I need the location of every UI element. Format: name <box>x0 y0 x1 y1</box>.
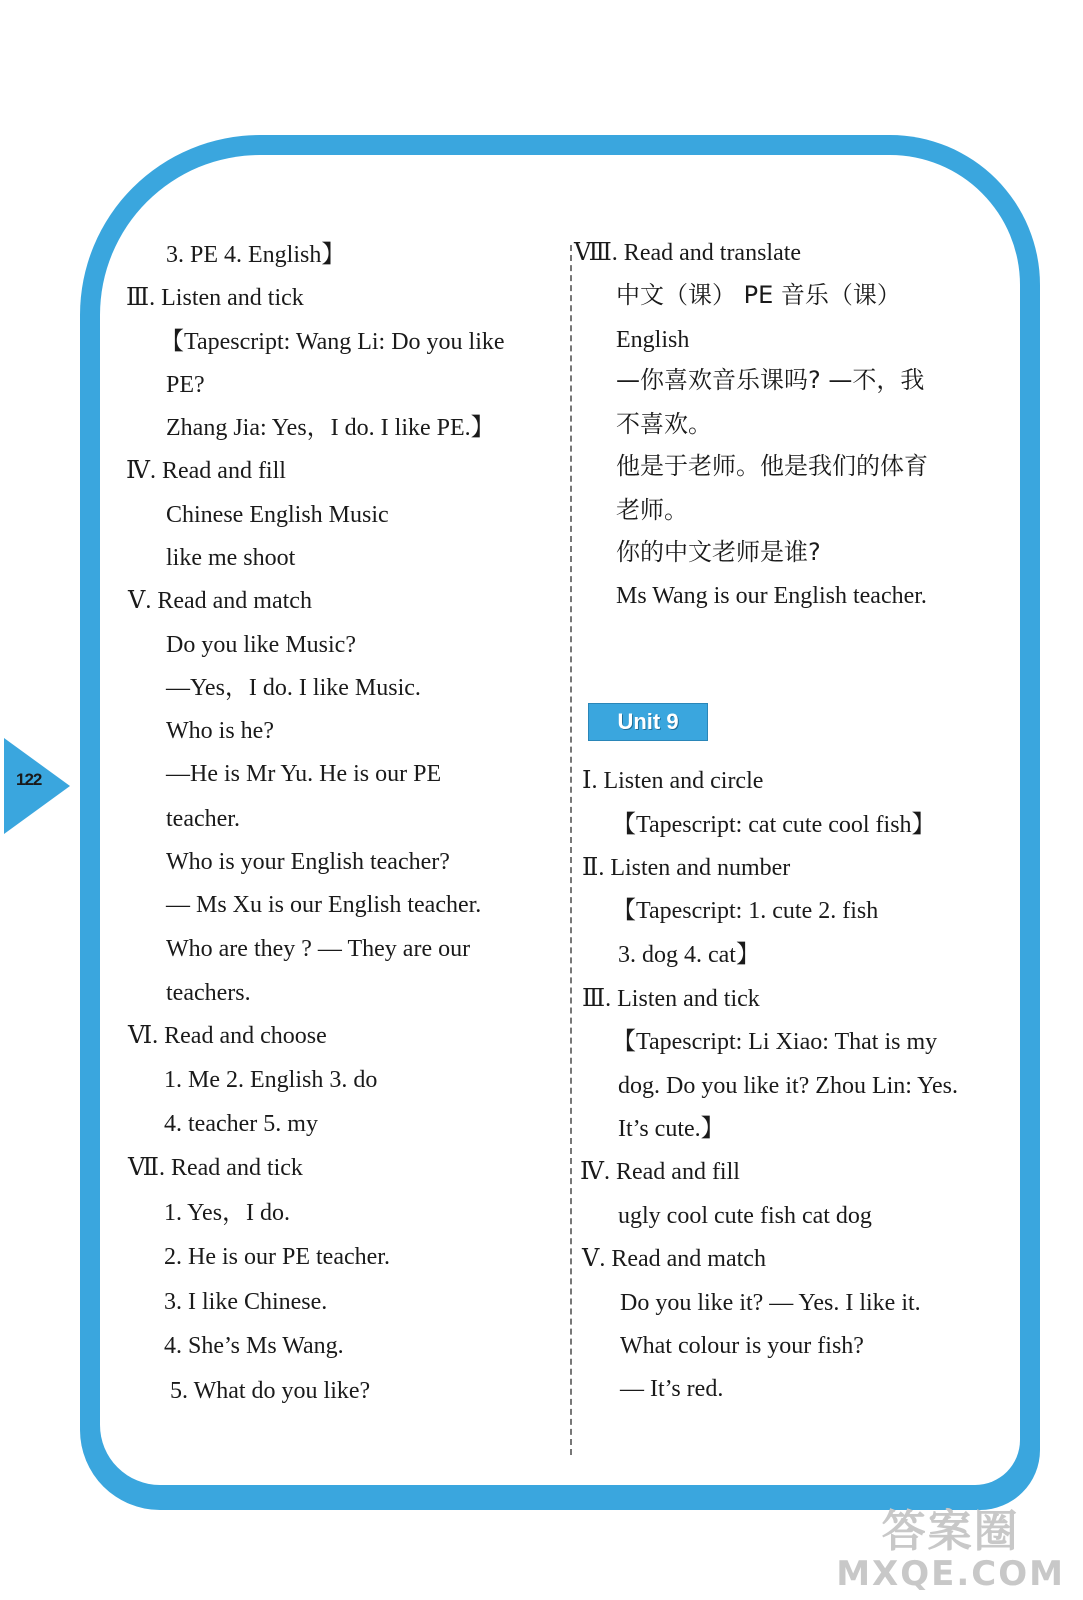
answer-line: 4. She’s Ms Wang. <box>164 1333 344 1359</box>
answer-line: 2. He is our PE teacher. <box>164 1244 390 1270</box>
tapescript-line: 3. dog 4. cat】 <box>618 942 760 968</box>
answer-line: —Yes，I do. I like Music. <box>166 675 421 701</box>
answer-line: 4. teacher 5. my <box>164 1111 318 1137</box>
section-heading: Ⅱ. Listen and number <box>582 855 791 881</box>
tapescript-line: 【Tapescript: Li Xiao: That is my <box>612 1029 938 1055</box>
answer-line: teacher. <box>166 806 240 832</box>
section-heading: Ⅴ. Read and match <box>128 588 312 614</box>
answer-line: Do you like it? — Yes. I like it. <box>620 1290 921 1316</box>
section-heading: Ⅳ. Read and fill <box>580 1159 740 1185</box>
answer-line: Do you like Music? <box>166 632 356 658</box>
page-number: 122 <box>16 770 42 789</box>
answer-line: 1. Me 2. English 3. do <box>164 1067 378 1093</box>
tapescript-line: 【Tapescript: cat cute cool fish】 <box>612 812 936 838</box>
tapescript-line: 【Tapescript: 1. cute 2. fish <box>612 898 879 924</box>
section-heading: Ⅷ. Read and translate <box>574 240 802 266</box>
watermark-logo-text: 答案圈 <box>881 1506 1020 1557</box>
answer-line: Who is he? <box>166 718 274 744</box>
answer-line: —你喜欢音乐课吗? —不，我 <box>616 366 925 394</box>
answer-line: Ms Wang is our English teacher. <box>616 583 927 609</box>
tapescript-line: PE? <box>166 372 205 398</box>
section-heading: Ⅰ. Listen and circle <box>582 768 764 794</box>
answer-line: like me shoot <box>166 545 296 571</box>
tapescript-line: It’s cute.】 <box>618 1116 725 1142</box>
answer-line: Who are they ? — They are our <box>166 936 471 962</box>
section-heading: Ⅳ. Read and fill <box>126 458 286 484</box>
answer-line: ugly cool cute fish cat dog <box>618 1203 872 1229</box>
answer-line: 他是于老师。他是我们的体育 <box>616 452 928 480</box>
section-heading: Ⅲ. Listen and tick <box>126 285 304 311</box>
section-heading: Ⅶ. Read and tick <box>128 1155 303 1181</box>
answer-line: 不喜欢。 <box>616 410 712 438</box>
section-heading: Ⅵ. Read and choose <box>128 1023 327 1049</box>
answer-line: 3. PE 4. English】 <box>166 242 346 268</box>
column-divider <box>570 245 572 1455</box>
section-heading: Ⅴ. Read and match <box>582 1246 766 1272</box>
answer-line: 老师。 <box>616 496 688 524</box>
tapescript-line: dog. Do you like it? Zhou Lin: Yes. <box>618 1073 958 1099</box>
unit-badge: Unit 9 <box>588 703 708 741</box>
answer-line: —He is Mr Yu. He is our PE <box>166 761 442 787</box>
answer-line: What colour is your fish? <box>620 1333 864 1359</box>
answer-line: — It’s red. <box>620 1376 724 1402</box>
tapescript-line: Zhang Jia: Yes，I do. I like PE.】 <box>166 415 495 441</box>
watermark-url: MXQE.COM <box>836 1554 1065 1594</box>
answer-line: 5. What do you like? <box>170 1378 371 1404</box>
answer-line: 你的中文老师是谁? <box>616 538 821 566</box>
answer-line: Who is your English teacher? <box>166 849 450 875</box>
answer-line: 3. I like Chinese. <box>164 1289 328 1315</box>
answer-line: Chinese English Music <box>166 502 389 528</box>
tapescript-line: 【Tapescript: Wang Li: Do you like <box>160 329 505 355</box>
answer-line: — Ms Xu is our English teacher. <box>166 892 482 918</box>
answer-line: 1. Yes，I do. <box>164 1200 291 1226</box>
answer-line: English <box>616 327 690 353</box>
section-heading: Ⅲ. Listen and tick <box>582 986 760 1012</box>
watermark <box>836 1508 1065 1592</box>
answer-line: 中文（课） PE 音乐（课） <box>616 281 901 309</box>
answer-line: teachers. <box>166 980 251 1006</box>
